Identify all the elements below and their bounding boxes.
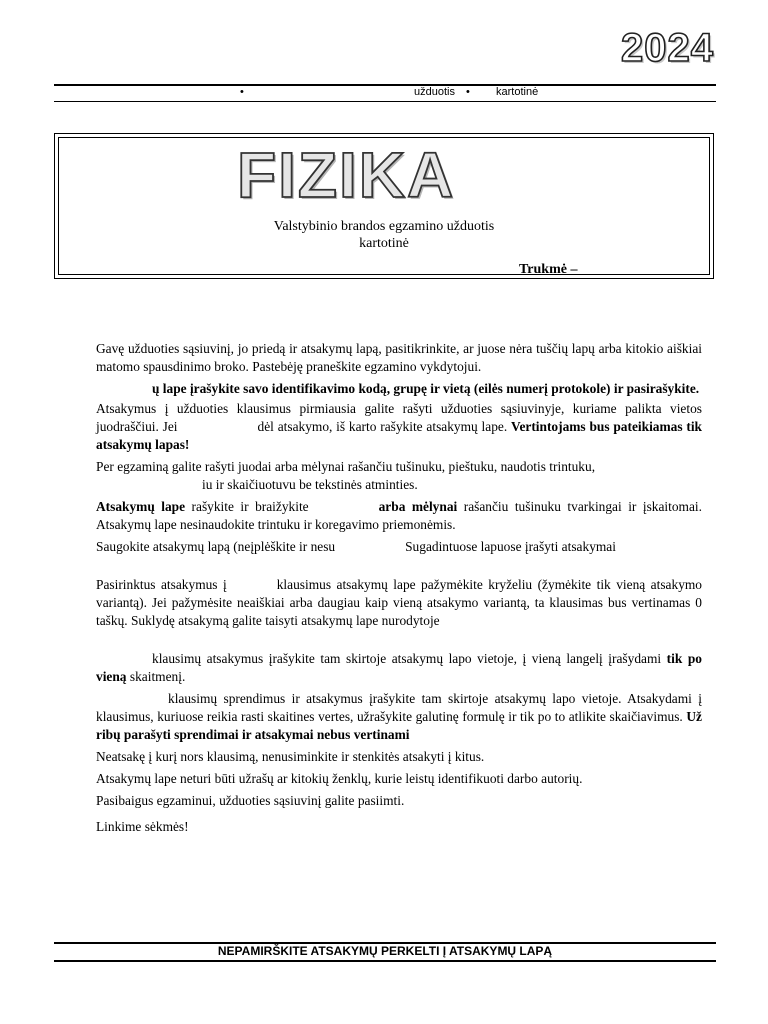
- instruction-paragraph: ų lape įrašykite savo identifikavimo kodą, grupę ir vietą (eilės numerį protokole) ir pasirašykite.: [152, 381, 700, 396]
- instruction-paragraph: Atsakymus į užduoties klausimus pirmiausia galite rašyti užduoties sąsiuvinyje, kuriame palikta vietos juodraščiui. Jei dėl atsakymo, iš karto rašykite atsakymų lape. Vertintojams bus pateikiamas tik atsakymų lapas!: [96, 401, 702, 452]
- instruction-paragraph: klausimų sprendimus ir atsakymus įrašykite tam skirtoje atsakymų lapo vietoje. Atsakydami į klausimus, kuriuose reikia rasti skaitines vertes, užrašykite galutinę formulę ir tik po to atlikite skaičiavimus. Už ribų parašyti sprendimai ir atsakymai nebus vertinami: [96, 691, 702, 742]
- instruction-paragraph: klausimų atsakymus įrašykite tam skirtoje atsakymų lapo vietoje, į vieną langelį įrašydami tik po vieną skaitmenį.: [96, 651, 702, 684]
- bullet-1: •: [240, 86, 244, 98]
- bullet-2: •: [466, 86, 470, 98]
- instruction-paragraph: Atsakymų lape rašykite ir braižykite arba mėlynai rašančiu tušinuku tvarkingai ir įskaitomai. Atsakymų lape nesinaudokite trintuku ir koregavimo priemonėmis.: [96, 499, 702, 532]
- instruction-paragraph: Pasibaigus egzaminui, užduoties sąsiuvinį galite pasiimti.: [96, 793, 405, 808]
- duration-label: Trukmė –: [519, 262, 578, 277]
- meta-label-repeat: kartotinė: [496, 86, 539, 98]
- instruction-paragraph: Atsakymų lape neturi būti užrašų ar kitokių ženklų, kurie leistų identifikuoti darbo autorių.: [96, 771, 583, 786]
- instructions-section: [96, 340, 702, 840]
- exam-type: kartotinė: [359, 236, 409, 251]
- instruction-paragraph: Per egzaminą galite rašyti juodai arba mėlynai rašančiu tušinuku, pieštuku, naudotis trintuku, iu ir skaičiuotuvu be tekstinės atminties.: [96, 459, 596, 492]
- header-rule-bottom: [54, 101, 716, 102]
- meta-label-task: užduotis: [414, 86, 455, 98]
- instruction-paragraph: Neatsakę į kurį nors klausimą, nenusiminkite ir stenkitės atsakyti į kitus.: [96, 749, 485, 764]
- year-badge: 2024: [621, 26, 714, 70]
- subject-title: FIZIKA: [237, 139, 456, 211]
- title-box: [54, 133, 714, 279]
- title-box-inner-border: [58, 137, 710, 275]
- instruction-paragraph: Pasirinktus atsakymus į klausimus atsakymų lape pažymėkite kryželiu (žymėkite tik vieną atsakymo variantą). Jei pažymėsite neaiškiai arba daugiau kaip vieną atsakymo variantą, ta klausimas bus vertinamas 0 taškų. Suklydę atsakymą galite taisyti atsakymų lape nurodytoje: [96, 577, 702, 628]
- closing-wish: Linkime sėkmės!: [96, 819, 189, 834]
- instruction-paragraph: Saugokite atsakymų lapą (neįplėškite ir nesu Sugadintuose lapuose įrašyti atsakymai: [96, 539, 616, 554]
- instruction-paragraph: Gavę užduoties sąsiuvinį, jo priedą ir atsakymų lapą, pasitikrinkite, ar juose nėra tuščių lapų arba kitokio aiškiai matomo spausdinimo broko. Pastebėję praneškite egzamino vykdytojui.: [96, 341, 702, 374]
- footer-reminder: NEPAMIRŠKITE ATSAKYMŲ PERKELTI Į ATSAKYMŲ LAPĄ: [217, 944, 553, 958]
- footer-rule-bottom: [54, 960, 716, 962]
- exam-name: Valstybinio brandos egzamino užduotis: [273, 219, 495, 234]
- exam-subtitle: [59, 218, 709, 252]
- exam-meta-row: [54, 86, 716, 100]
